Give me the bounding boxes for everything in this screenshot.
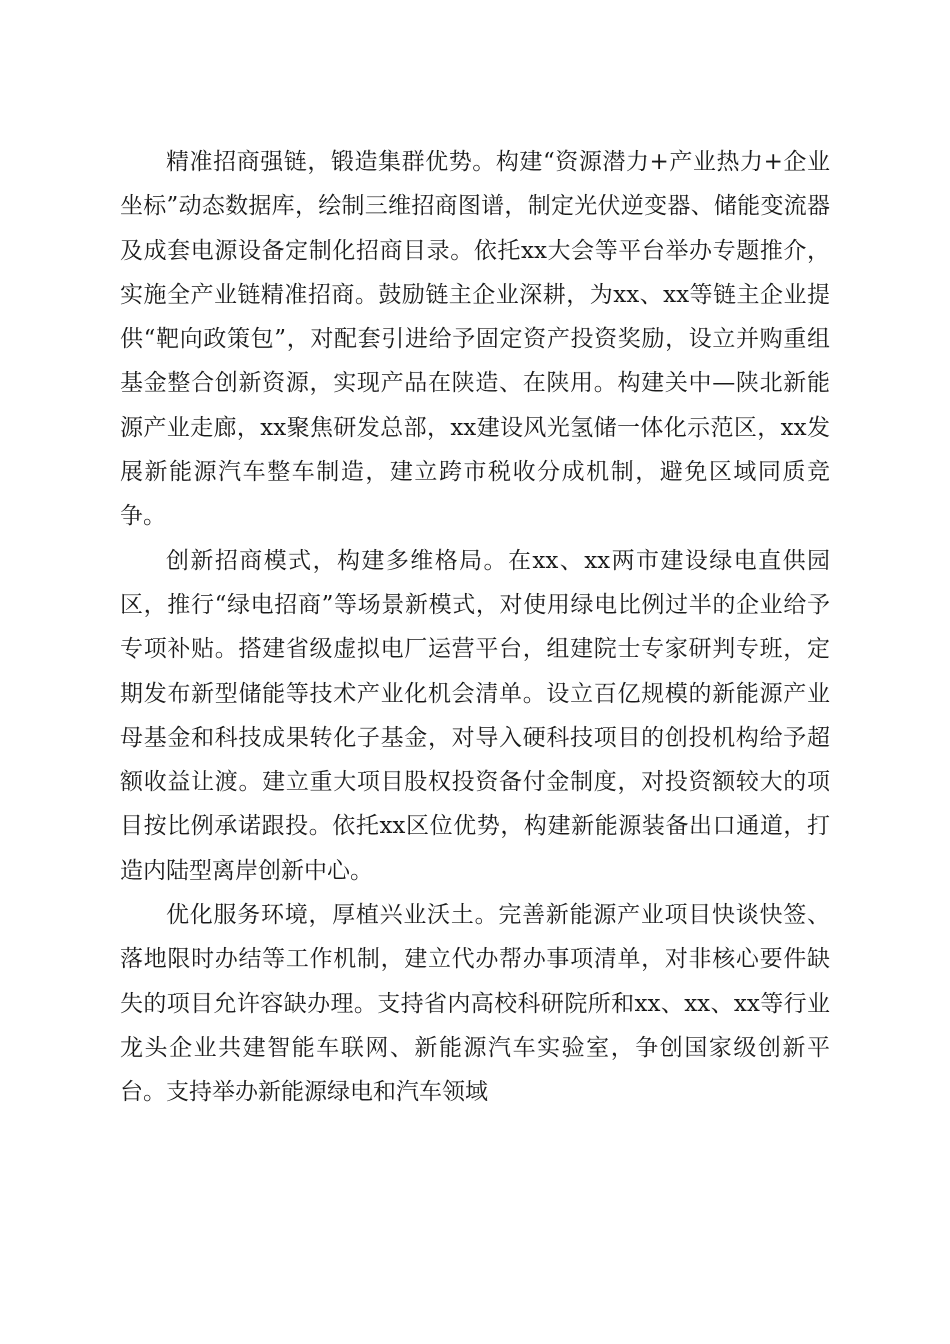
paragraph-investment-chain: 精准招商强链，锻造集群优势。构建“资源潜力+产业热力+企业坐标”动态数据库，绘制三维招商图谱，制定光伏逆变器、储能变流器及成套电源设备定制化招商目录。依托xx大会等平台举办专题推介，实施全产业链精准招商。鼓励链主企业深耕，为xx、xx等链主企业提供“靶向政策包”，对配套引进给予固定资产投资奖励，设立并购重组基金整合创新资源，实现产品在陕造、在陕用。构建关中—陕北新能源产业走廊，xx聚焦研发总部，xx建设风光氢储一体化示范区，xx发展新能源汽车整车制造，建立跨市税收分成机制，避免区域同质竞争。	[120, 149, 830, 530]
document-body	[120, 140, 830, 1115]
paragraph-investment-model: 创新招商模式，构建多维格局。在xx、xx两市建设绿电直供园区，推行“绿电招商”等场景新模式，对使用绿电比例过半的企业给予专项补贴。搭建省级虚拟电厂运营平台，组建院士专家研判专班，定期发布新型储能等技术产业化机会清单。设立百亿规模的新能源产业母基金和科技成果转化子基金，对导入硬科技项目的创投机构给予超额收益让渡。建立重大项目股权投资备付金制度，对投资额较大的项目按比例承诺跟投。依托xx区位优势，构建新能源装备出口通道，打造内陆型离岸创新中心。	[120, 547, 830, 884]
paragraph-service-environment: 优化服务环境，厚植兴业沃土。完善新能源产业项目快谈快签、落地限时办结等工作机制，建立代办帮办事项清单，对非核心要件缺失的项目允许容缺办理。支持省内高校科研院所和xx、xx、xx等行业龙头企业共建智能车联网、新能源汽车实验室，争创国家级创新平台。支持举办新能源绿电和汽车领域	[120, 902, 830, 1106]
